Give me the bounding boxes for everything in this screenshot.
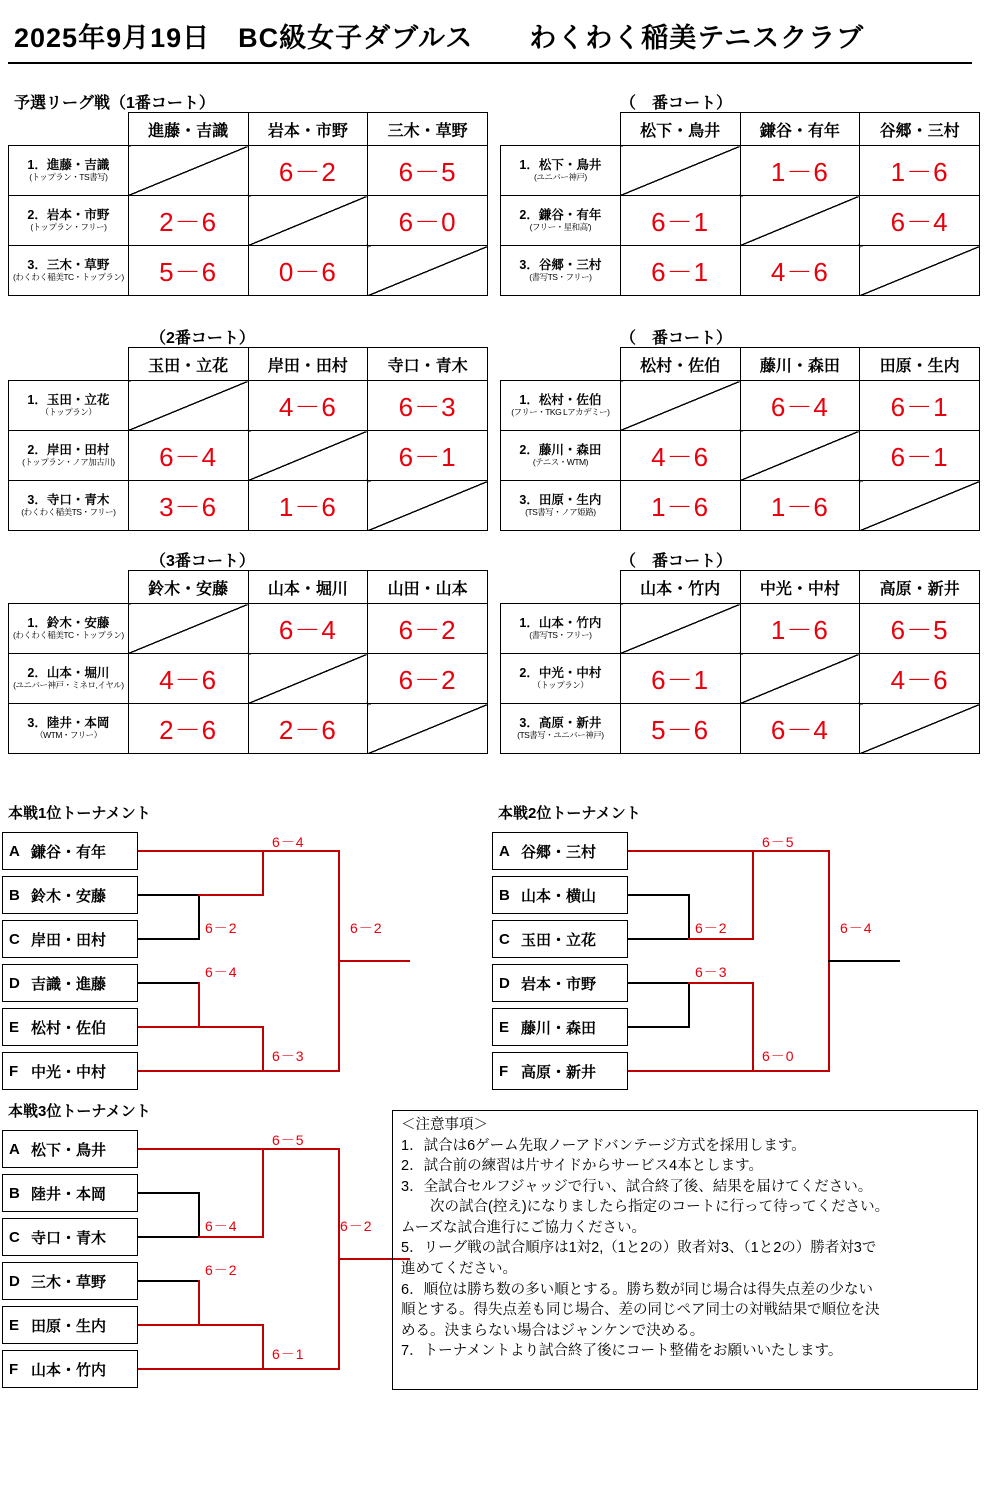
diagonal-cell xyxy=(248,654,368,704)
team-name: 2．岸田・田村 xyxy=(27,443,110,458)
seed-b xyxy=(2,876,138,914)
table-header-row xyxy=(9,348,488,381)
team-name-cell xyxy=(9,146,129,196)
team-name-cell xyxy=(501,431,621,481)
score-cell: 4－6 xyxy=(248,381,368,431)
bracket-line xyxy=(138,1148,264,1150)
bracket-line xyxy=(138,1070,264,1072)
corner-cell xyxy=(9,348,129,381)
diagonal-cell xyxy=(860,481,980,531)
table-row xyxy=(9,246,488,296)
match-score-semi-bottom: 6－1 xyxy=(272,1346,305,1362)
notes-line: 1．試合は6ゲーム先取ノーアドバンテージ方式を採用します。 xyxy=(401,1137,806,1154)
team-name: 2．中光・中村 xyxy=(519,666,602,681)
column-header: 三木・草野 xyxy=(368,113,488,146)
match-score-semi-bottom: 6－3 xyxy=(272,1048,305,1064)
table-row xyxy=(9,604,488,654)
table-row xyxy=(9,481,488,531)
league-table-1 xyxy=(8,112,488,296)
score-cell: 6－2 xyxy=(248,146,368,196)
column-header: 寺口・青木 xyxy=(368,348,488,381)
column-header: 松下・鳥井 xyxy=(620,113,740,146)
bracket-line xyxy=(198,894,264,896)
seed-name: 山本・竹内 xyxy=(31,1361,107,1379)
seed-a xyxy=(2,1130,138,1168)
seed-letter: E xyxy=(499,1018,510,1036)
tournament-title-3: 本戦3位トーナメント xyxy=(8,1103,151,1120)
table-row xyxy=(9,704,488,754)
score-cell: 5－6 xyxy=(620,704,740,754)
bracket-line xyxy=(752,1070,830,1072)
seed-name: 岩本・市野 xyxy=(521,975,597,993)
score-cell: 4－6 xyxy=(128,654,248,704)
table-header-row xyxy=(9,113,488,146)
bracket-line xyxy=(138,1236,200,1238)
bracket-line xyxy=(138,850,264,852)
team-name-cell xyxy=(501,196,621,246)
team-affiliation: (テニス・WTM) xyxy=(532,456,588,467)
seed-letter: B xyxy=(9,1184,20,1202)
team-affiliation: (書写TS・フリー) xyxy=(529,629,592,640)
diagonal-cell xyxy=(740,654,860,704)
bracket-line xyxy=(688,982,690,1028)
team-name-cell xyxy=(9,481,129,531)
notes-line: 5．リーグ戦の試合順序は1対2,（1と2の）敗者対3、（1と2の）勝者対3で xyxy=(401,1240,877,1257)
seed-b xyxy=(2,1174,138,1212)
bracket-line xyxy=(628,1026,690,1028)
table-row xyxy=(9,196,488,246)
match-score-r1-top: 6－2 xyxy=(695,920,728,936)
bracket-line xyxy=(262,1148,264,1238)
team-name-cell xyxy=(9,381,129,431)
column-header: 田原・生内 xyxy=(860,348,980,381)
table-header-row xyxy=(9,571,488,604)
score-cell: 4－6 xyxy=(620,431,740,481)
notes-line: 7．トーナメントより試合終了後にコート整備をお願いいたします。 xyxy=(401,1343,843,1360)
seed-c xyxy=(492,920,628,958)
bracket-line xyxy=(688,982,754,984)
seed-f xyxy=(2,1052,138,1090)
league-table-5 xyxy=(8,570,488,754)
team-name-cell xyxy=(501,146,621,196)
notes-line: 3．全試合セルフジャッジで行い、試合終了後、結果を届けてください。 xyxy=(401,1178,873,1195)
league-label-6: （ 番コート） xyxy=(620,553,733,570)
column-header: 山田・山本 xyxy=(368,571,488,604)
diagonal-cell xyxy=(128,381,248,431)
table-row xyxy=(501,654,980,704)
match-score-r1-bottom: 6－4 xyxy=(205,964,238,980)
team-name-cell xyxy=(501,604,621,654)
seed-name: 岸田・田村 xyxy=(31,931,107,949)
team-name-cell xyxy=(9,654,129,704)
team-affiliation: (わくわく稲美TC・トップラン) xyxy=(13,271,124,282)
score-cell: 6－3 xyxy=(368,381,488,431)
bracket-line xyxy=(262,1070,340,1072)
seed-letter: D xyxy=(9,974,20,992)
table-row xyxy=(501,196,980,246)
league-label-4: （ 番コート） xyxy=(620,330,733,347)
table-row xyxy=(9,381,488,431)
team-affiliation: (わくわく稲美TS・フリー) xyxy=(21,506,116,517)
bracket-2 xyxy=(490,820,970,1090)
team-name-cell xyxy=(501,654,621,704)
team-name-cell xyxy=(501,246,621,296)
team-name-cell xyxy=(501,381,621,431)
score-cell: 6－1 xyxy=(620,246,740,296)
notes-line: める。決まらない場合はジャンケンで決める。 xyxy=(401,1322,705,1339)
corner-cell xyxy=(9,113,129,146)
seed-d xyxy=(2,1262,138,1300)
score-cell: 6－4 xyxy=(740,704,860,754)
score-cell: 6－1 xyxy=(860,431,980,481)
team-name-cell xyxy=(9,431,129,481)
bracket-line xyxy=(198,1236,264,1238)
diagonal-cell xyxy=(248,431,368,481)
column-header: 中光・中村 xyxy=(740,571,860,604)
tournament-title-1: 本戦1位トーナメント xyxy=(8,805,151,822)
team-name: 1．松村・佐伯 xyxy=(519,393,602,408)
diagonal-cell xyxy=(860,704,980,754)
match-score-r1-top: 6－2 xyxy=(205,920,238,936)
team-name: 2．鎌谷・有年 xyxy=(519,208,602,223)
diagonal-cell xyxy=(740,431,860,481)
score-cell: 6－1 xyxy=(620,196,740,246)
corner-cell xyxy=(9,571,129,604)
team-name-cell xyxy=(9,604,129,654)
seed-e xyxy=(2,1306,138,1344)
seed-name: 藤川・森田 xyxy=(521,1019,597,1037)
league-table-3 xyxy=(8,347,488,531)
diagonal-cell xyxy=(248,196,368,246)
seed-name: 三木・草野 xyxy=(31,1273,107,1291)
bracket-line xyxy=(628,1070,754,1072)
team-name-cell xyxy=(501,704,621,754)
team-name: 1．鈴木・安藤 xyxy=(27,616,110,631)
score-cell: 3－6 xyxy=(128,481,248,531)
score-cell: 0－6 xyxy=(248,246,368,296)
match-score-final: 6－2 xyxy=(340,1218,373,1234)
score-cell: 6－4 xyxy=(740,381,860,431)
column-header: 岩本・市野 xyxy=(248,113,368,146)
bracket-line xyxy=(628,982,690,984)
team-name: 1．山本・竹内 xyxy=(519,616,602,631)
bracket-line xyxy=(138,1324,200,1326)
score-cell: 2－6 xyxy=(128,704,248,754)
score-cell: 1－6 xyxy=(740,481,860,531)
bracket-line xyxy=(628,894,690,896)
seed-e xyxy=(2,1008,138,1046)
match-score-semi-top: 6－5 xyxy=(272,1132,305,1148)
diagonal-cell xyxy=(128,146,248,196)
table-row xyxy=(501,704,980,754)
bracket-line xyxy=(828,960,900,962)
league-table-2 xyxy=(500,112,980,296)
notes-line: 順とする。得失点差も同じ場合、差の同じペア同士の対戦結果で順位を決 xyxy=(401,1302,880,1319)
bracket-line xyxy=(138,1026,200,1028)
score-cell: 6－1 xyxy=(620,654,740,704)
seed-c xyxy=(2,920,138,958)
team-name: 1．進藤・吉識 xyxy=(27,158,110,173)
score-cell: 5－6 xyxy=(128,246,248,296)
seed-f xyxy=(2,1350,138,1388)
team-name: 3．田原・生内 xyxy=(519,493,602,508)
notes-line: ムーズな試合進行にご協力ください。 xyxy=(401,1219,647,1236)
team-affiliation: (フリー・TKG Lアカデミー) xyxy=(511,406,610,417)
seed-a xyxy=(2,832,138,870)
bracket-line xyxy=(688,938,754,940)
seed-name: 寺口・青木 xyxy=(31,1229,107,1247)
seed-letter: A xyxy=(499,842,510,860)
seed-name: 中光・中村 xyxy=(31,1063,107,1081)
league-label-5: （3番コート） xyxy=(150,553,255,570)
match-score-r1-bottom: 6－2 xyxy=(205,1262,238,1278)
seed-letter: E xyxy=(9,1018,20,1036)
score-cell: 6－2 xyxy=(368,604,488,654)
bracket-line xyxy=(338,960,410,962)
title-divider xyxy=(8,62,972,64)
seed-name: 高原・新井 xyxy=(521,1063,597,1081)
table-row xyxy=(9,654,488,704)
bracket-line xyxy=(138,938,200,940)
seed-b xyxy=(492,876,628,914)
team-name: 1．松下・鳥井 xyxy=(519,158,602,173)
bracket-line xyxy=(688,894,690,940)
bracket-line xyxy=(138,894,200,896)
page-title: 2025年9月19日 BC級女子ダブルス わくわく稲美テニスクラブ xyxy=(14,23,865,53)
table-row xyxy=(501,604,980,654)
table-row xyxy=(501,246,980,296)
score-cell: 1－6 xyxy=(248,481,368,531)
column-header: 藤川・森田 xyxy=(740,348,860,381)
bracket-line xyxy=(198,1026,264,1028)
seed-letter: A xyxy=(9,1140,20,1158)
score-cell: 1－6 xyxy=(860,146,980,196)
notes-panel xyxy=(392,1110,978,1390)
score-cell: 6－1 xyxy=(368,431,488,481)
diagonal-cell xyxy=(368,246,488,296)
score-cell: 4－6 xyxy=(860,654,980,704)
score-cell: 4－6 xyxy=(740,246,860,296)
diagonal-cell xyxy=(620,604,740,654)
team-affiliation: (フリー・星和高') xyxy=(529,221,592,232)
seed-f xyxy=(492,1052,628,1090)
league-table-4 xyxy=(500,347,980,531)
match-score-final: 6－4 xyxy=(840,920,873,936)
seed-name: 松村・佐伯 xyxy=(31,1019,107,1037)
bracket-1 xyxy=(0,820,470,1090)
notes-heading: ＜注意事項＞ xyxy=(401,1117,488,1133)
league-label-2: （ 番コート） xyxy=(620,95,733,112)
score-cell: 6－5 xyxy=(368,146,488,196)
diagonal-cell xyxy=(620,381,740,431)
bracket-line xyxy=(262,850,264,896)
score-cell: 6－4 xyxy=(248,604,368,654)
diagonal-cell xyxy=(368,704,488,754)
bracket-line xyxy=(138,1192,200,1194)
team-affiliation: (TS書写・ノア姫路) xyxy=(525,506,596,517)
score-cell: 2－6 xyxy=(128,196,248,246)
column-header: 鎌谷・有年 xyxy=(740,113,860,146)
team-name: 3．陸井・本岡 xyxy=(27,716,110,731)
score-cell: 6－5 xyxy=(860,604,980,654)
diagonal-cell xyxy=(620,146,740,196)
league-table-6 xyxy=(500,570,980,754)
seed-name: 鈴木・安藤 xyxy=(31,887,107,905)
seed-letter: A xyxy=(9,842,20,860)
column-header: 岸田・田村 xyxy=(248,348,368,381)
score-cell: 6－2 xyxy=(368,654,488,704)
table-header-row xyxy=(501,113,980,146)
seed-name: 陸井・本岡 xyxy=(31,1185,107,1203)
column-header: 松村・佐伯 xyxy=(620,348,740,381)
seed-name: 田原・生内 xyxy=(31,1317,107,1335)
match-score-final: 6－2 xyxy=(350,920,383,936)
match-score-r1-top: 6－4 xyxy=(205,1218,238,1234)
diagonal-cell xyxy=(860,246,980,296)
table-header-row xyxy=(501,571,980,604)
score-cell: 6－1 xyxy=(860,381,980,431)
match-score-r1-bottom: 6－3 xyxy=(695,964,728,980)
team-affiliation: （WTM・フリー） xyxy=(35,729,102,740)
seed-name: 山本・横山 xyxy=(521,887,597,905)
team-affiliation: (TS書写・ユニバー神戸) xyxy=(517,729,604,740)
team-name: 2．岩本・市野 xyxy=(27,208,110,223)
seed-a xyxy=(492,832,628,870)
corner-cell xyxy=(501,113,621,146)
notes-line: 進めてください。 xyxy=(401,1261,517,1278)
table-row xyxy=(501,381,980,431)
team-name-cell xyxy=(9,246,129,296)
bracket-line xyxy=(138,982,200,984)
bracket-line xyxy=(198,1280,200,1326)
bracket-line xyxy=(262,1368,340,1370)
corner-cell xyxy=(501,571,621,604)
seed-d xyxy=(2,964,138,1002)
column-header: 玉田・立花 xyxy=(128,348,248,381)
seed-letter: F xyxy=(9,1062,19,1080)
match-score-semi-top: 6－5 xyxy=(762,834,795,850)
column-header: 山本・竹内 xyxy=(620,571,740,604)
team-name-cell xyxy=(9,704,129,754)
seed-letter: D xyxy=(499,974,510,992)
diagonal-cell xyxy=(368,481,488,531)
bracket-line xyxy=(138,1368,264,1370)
team-affiliation: (ユニバー神戸・ミネロ,イヤル) xyxy=(13,679,124,690)
team-name: 3．寺口・青木 xyxy=(27,493,110,508)
team-affiliation: (ユニバー神戸) xyxy=(534,171,587,182)
team-name: 3．三木・草野 xyxy=(27,258,110,273)
seed-letter: F xyxy=(9,1360,19,1378)
seed-c xyxy=(2,1218,138,1256)
seed-letter: C xyxy=(9,930,20,948)
score-cell: 1－6 xyxy=(620,481,740,531)
notes-line: 6．順位は勝ち数の多い順とする。勝ち数が同じ場合は得失点差の少ない xyxy=(401,1281,874,1298)
table-header-row xyxy=(501,348,980,381)
seed-letter: B xyxy=(499,886,510,904)
team-name: 2．藤川・森田 xyxy=(519,443,602,458)
table-row xyxy=(501,146,980,196)
seed-letter: B xyxy=(9,886,20,904)
table-row xyxy=(9,146,488,196)
seed-letter: C xyxy=(499,930,510,948)
bracket-line xyxy=(138,1280,200,1282)
league-label-3: （2番コート） xyxy=(150,330,255,347)
team-name: 2．山本・堀川 xyxy=(27,666,110,681)
column-header: 山本・堀川 xyxy=(248,571,368,604)
corner-cell xyxy=(501,348,621,381)
team-affiliation: (トップラン・ノア加古川) xyxy=(22,456,115,467)
match-score-semi-bottom: 6－0 xyxy=(762,1048,795,1064)
diagonal-cell xyxy=(128,604,248,654)
team-name: 3．谷郷・三村 xyxy=(519,258,602,273)
seed-letter: D xyxy=(9,1272,20,1290)
score-cell: 2－6 xyxy=(248,704,368,754)
bracket-line xyxy=(198,1324,264,1326)
seed-name: 谷郷・三村 xyxy=(521,843,597,861)
score-cell: 1－6 xyxy=(740,604,860,654)
seed-letter: E xyxy=(9,1316,20,1334)
seed-name: 吉識・進藤 xyxy=(31,975,107,993)
seed-name: 玉田・立花 xyxy=(521,931,597,949)
bracket-line xyxy=(262,1026,264,1072)
seed-d xyxy=(492,964,628,1002)
column-header: 進藤・吉識 xyxy=(128,113,248,146)
bracket-line xyxy=(198,1192,200,1238)
team-affiliation: （トップラン） xyxy=(532,679,589,690)
bracket-line xyxy=(198,982,200,1028)
team-affiliation: (書写TS・フリー) xyxy=(529,271,592,282)
team-name: 1．玉田・立花 xyxy=(27,393,110,408)
table-row xyxy=(9,431,488,481)
score-cell: 6－4 xyxy=(128,431,248,481)
league-label-1: 予選リーグ戦（1番コート） xyxy=(14,95,215,112)
bracket-line xyxy=(198,894,200,940)
team-affiliation: (わくわく稲美TC・トップラン) xyxy=(13,629,124,640)
bracket-line xyxy=(628,850,754,852)
team-name-cell xyxy=(501,481,621,531)
score-cell: 1－6 xyxy=(740,146,860,196)
team-name-cell xyxy=(9,196,129,246)
bracket-line xyxy=(628,938,690,940)
table-row xyxy=(501,481,980,531)
team-name: 3．高原・新井 xyxy=(519,716,602,731)
bracket-line xyxy=(262,1324,264,1370)
column-header: 高原・新井 xyxy=(860,571,980,604)
team-affiliation: （トップラン） xyxy=(40,406,97,417)
score-cell: 6－4 xyxy=(860,196,980,246)
seed-name: 松下・鳥井 xyxy=(31,1141,107,1159)
diagonal-cell xyxy=(740,196,860,246)
column-header: 谷郷・三村 xyxy=(860,113,980,146)
table-row xyxy=(501,431,980,481)
column-header: 鈴木・安藤 xyxy=(128,571,248,604)
notes-line: 2．試合前の練習は片サイドからサービス4本とします。 xyxy=(401,1158,763,1175)
match-score-semi-top: 6－4 xyxy=(272,834,305,850)
notes-line: 次の試合(控え)になりましたら指定のコートに行って待ってください。 xyxy=(401,1199,890,1216)
bracket-line xyxy=(752,850,754,940)
seed-name: 鎌谷・有年 xyxy=(31,843,107,861)
seed-letter: C xyxy=(9,1228,20,1246)
seed-letter: F xyxy=(499,1062,509,1080)
team-affiliation: (トップラン・フリー) xyxy=(30,221,107,232)
team-affiliation: (トップラン・TS書写) xyxy=(29,171,108,182)
score-cell: 6－0 xyxy=(368,196,488,246)
seed-e xyxy=(492,1008,628,1046)
tournament-title-2: 本戦2位トーナメント xyxy=(498,805,641,822)
bracket-line xyxy=(752,982,754,1072)
